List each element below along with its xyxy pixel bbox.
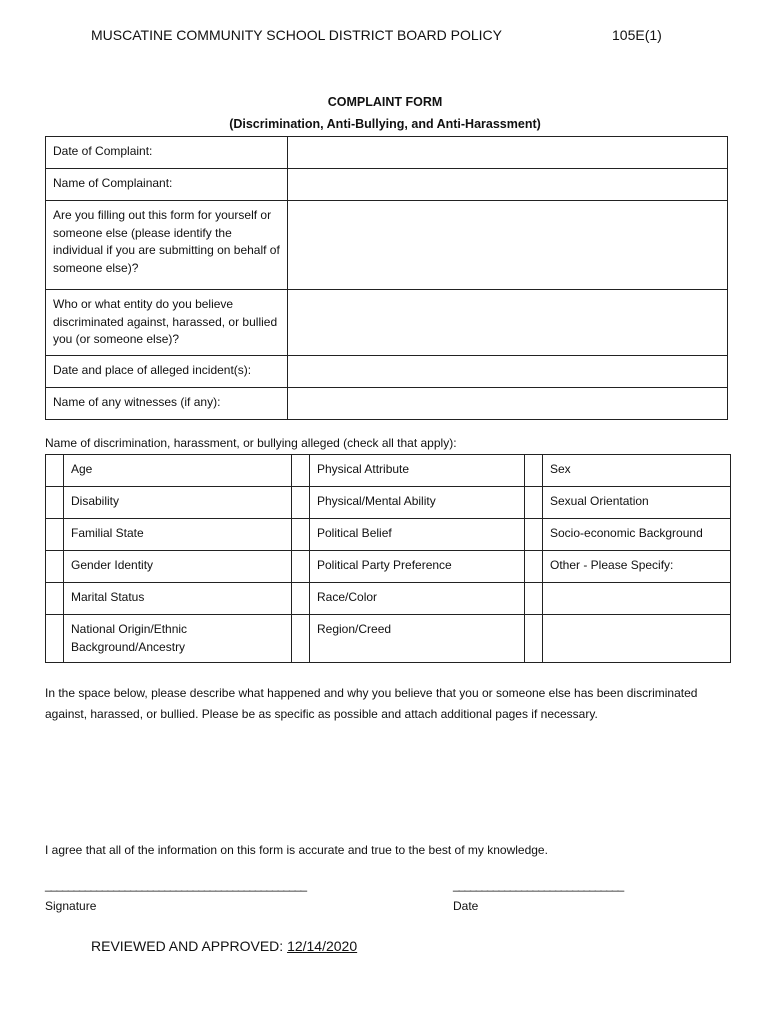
allegation-checklist (45, 454, 731, 663)
accused-entity-field[interactable] (288, 290, 728, 356)
checkbox-national-origin[interactable] (46, 615, 64, 663)
checkbox-age[interactable] (46, 455, 64, 487)
option-label: Political Belief (310, 519, 525, 551)
checkbox-sex[interactable] (525, 455, 543, 487)
option-label: Sexual Orientation (543, 487, 731, 519)
checkbox-physical-attribute[interactable] (292, 455, 310, 487)
option-label: Political Party Preference (310, 551, 525, 583)
option-label: Other - Please Specify: (543, 551, 731, 583)
complaint-info-table (45, 136, 728, 420)
option-label: Socio-economic Background (543, 519, 731, 551)
option-label: National Origin/Ethnic Background/Ancestry (64, 615, 292, 663)
reviewed-label: REVIEWED AND APPROVED: (91, 938, 284, 954)
signature-line[interactable]: ______________________________________________ (45, 878, 306, 892)
filing-for-field[interactable] (288, 201, 728, 290)
witnesses-field[interactable] (288, 387, 728, 419)
form-title: COMPLAINT FORM (327, 95, 443, 109)
checkbox-region-creed[interactable] (292, 615, 310, 663)
signature-label: Signature (45, 899, 97, 913)
checkbox-political-party-preference[interactable] (292, 551, 310, 583)
option-label: Region/Creed (310, 615, 525, 663)
policy-header: MUSCATINE COMMUNITY SCHOOL DISTRICT BOARD POLICY (91, 27, 502, 43)
policy-code: 105E(1) (612, 27, 662, 43)
other-specify-field[interactable] (543, 615, 731, 663)
checkbox-marital-status[interactable] (46, 583, 64, 615)
incident-date-place-field[interactable] (288, 355, 728, 387)
option-label: Physical/Mental Ability (310, 487, 525, 519)
checklist-label: Name of discrimination, harassment, or bullying alleged (check all that apply): (45, 436, 457, 450)
option-label: Disability (64, 487, 292, 519)
complainant-name-field[interactable] (288, 169, 728, 201)
checkbox-sexual-orientation[interactable] (525, 487, 543, 519)
checkbox-political-belief[interactable] (292, 519, 310, 551)
date-line[interactable]: ______________________________ (453, 878, 624, 892)
option-label: Race/Color (310, 583, 525, 615)
reviewed-date: 12/14/2020 (287, 938, 358, 954)
checkbox-empty[interactable] (525, 583, 543, 615)
checkbox-gender-identity[interactable] (46, 551, 64, 583)
checkbox-familial-state[interactable] (46, 519, 64, 551)
incident-date-place-label: Date and place of alleged incident(s): (46, 355, 288, 387)
reviewed-approved (91, 938, 357, 954)
checkbox-other[interactable] (525, 551, 543, 583)
date-of-complaint-field[interactable] (288, 137, 728, 169)
date-of-complaint-label: Date of Complaint: (46, 137, 288, 169)
form-subtitle: (Discrimination, Anti-Bullying, and Anti-Harassment) (229, 117, 541, 131)
filing-for-label: Are you filling out this form for yourself or someone else (please identify the individual if you are submitting on behalf of someone else)? (46, 201, 288, 290)
accused-entity-label: Who or what entity do you believe discriminated against, harassed, or bullied you (or someone else)? (46, 290, 288, 356)
checkbox-physical-mental-ability[interactable] (292, 487, 310, 519)
option-label: Age (64, 455, 292, 487)
witnesses-label: Name of any witnesses (if any): (46, 387, 288, 419)
checkbox-disability[interactable] (46, 487, 64, 519)
option-label: Sex (543, 455, 731, 487)
agreement-statement: I agree that all of the information on this form is accurate and true to the best of my knowledge. (45, 843, 548, 857)
complainant-name-label: Name of Complainant: (46, 169, 288, 201)
other-specify-field[interactable] (543, 583, 731, 615)
date-label: Date (453, 899, 479, 913)
option-label: Marital Status (64, 583, 292, 615)
checkbox-socioeconomic-background[interactable] (525, 519, 543, 551)
option-label: Gender Identity (64, 551, 292, 583)
checkbox-race-color[interactable] (292, 583, 310, 615)
checkbox-empty[interactable] (525, 615, 543, 663)
option-label: Familial State (64, 519, 292, 551)
description-prompt: In the space below, please describe what happened and why you believe that you or someone else has been discriminated against, harassed, or bullied. Please be as specific as possible and attach additional pages if necessary. (45, 686, 698, 721)
option-label: Physical Attribute (310, 455, 525, 487)
